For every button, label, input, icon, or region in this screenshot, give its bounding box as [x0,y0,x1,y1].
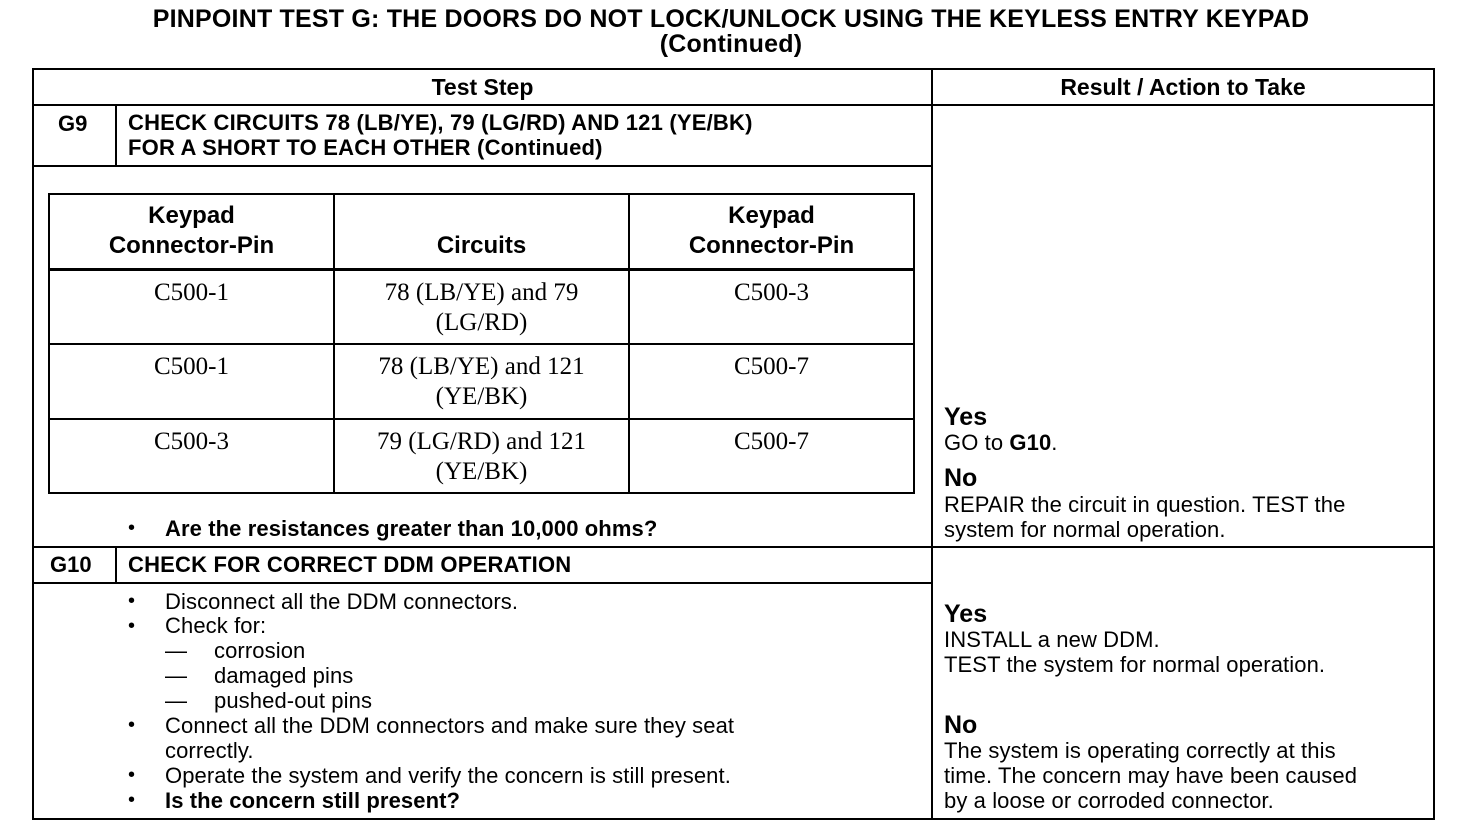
table-header-keypad-pin-2: Keypad Connector-Pin [688,202,855,259]
g10-sub-3: pushed-out pins [214,688,373,713]
step-title-g10: CHECK FOR CORRECT DDM OPERATION [128,552,572,577]
step-title-g9: CHECK CIRCUITS 78 (LB/YE), 79 (LG/RD) AND 121 (YE/BK) FOR A SHORT TO EACH OTHER (Continued) [128,110,753,160]
bullet-icon: • [128,764,136,786]
table-cell: 78 (LB/YE) and 121 (YE/BK) [378,353,585,410]
g10-bullet-4: Operate the system and verify the concern is still present. [165,763,731,788]
table-cell: 78 (LB/YE) and 79 (LG/RD) [384,279,579,336]
bullet-icon: • [128,615,136,637]
table-header-keypad-pin-1: Keypad Connector-Pin [108,202,275,259]
g10-yes-text: INSTALL a new DDM. TEST the system for normal operation. [944,627,1326,677]
g10-question: Is the concern still present? [165,788,461,813]
g9-yes-text: GO to G10. [944,430,1058,455]
g10-bullet-3: Connect all the DDM connectors and make sure they seat correctly. [165,713,735,763]
bullet-icon: • [128,789,136,811]
table-cell: C500-3 [154,428,229,455]
g10-yes-label: Yes [944,600,988,628]
table-cell: C500-3 [734,279,809,306]
step-id-g10: G10 [50,552,92,577]
g9-yes-label: Yes [944,403,988,431]
g10-no-text: The system is operating correctly at this time. The concern may have been caused by a loose or corroded connector. [944,738,1358,813]
g9-no-label: No [944,464,978,492]
table-cell: C500-7 [734,353,809,380]
g9-question: Are the resistances greater than 10,000 ohms? [165,516,658,541]
g10-sub-1: corrosion [214,638,306,663]
bullet-icon: • [128,517,136,539]
g10-no-label: No [944,711,978,739]
page-subtitle: (Continued) [659,30,803,58]
dash-icon: — [165,638,188,663]
g10-bullet-1: Disconnect all the DDM connectors. [165,589,519,614]
header-test-step: Test Step [431,74,534,100]
bullet-icon: • [128,714,136,736]
table-cell: 79 (LG/RD) and 121 (YE/BK) [377,428,586,485]
bullet-icon: • [128,590,136,612]
g9-no-text: REPAIR the circuit in question. TEST the system for normal operation. [944,492,1346,542]
table-cell: C500-7 [734,428,809,455]
dash-icon: — [165,688,188,713]
page-title: PINPOINT TEST G: THE DOORS DO NOT LOCK/UNLOCK USING THE KEYLESS ENTRY KEYPAD [152,5,1310,33]
g10-bullet-2: Check for: [165,613,267,638]
table-cell: C500-1 [154,279,229,306]
step-id-g9: G9 [58,111,88,136]
dash-icon: — [165,663,188,688]
g10-sub-2: damaged pins [214,663,354,688]
header-result-action: Result / Action to Take [1060,74,1306,100]
table-cell: C500-1 [154,353,229,380]
table-header-circuits: Circuits [436,232,527,259]
